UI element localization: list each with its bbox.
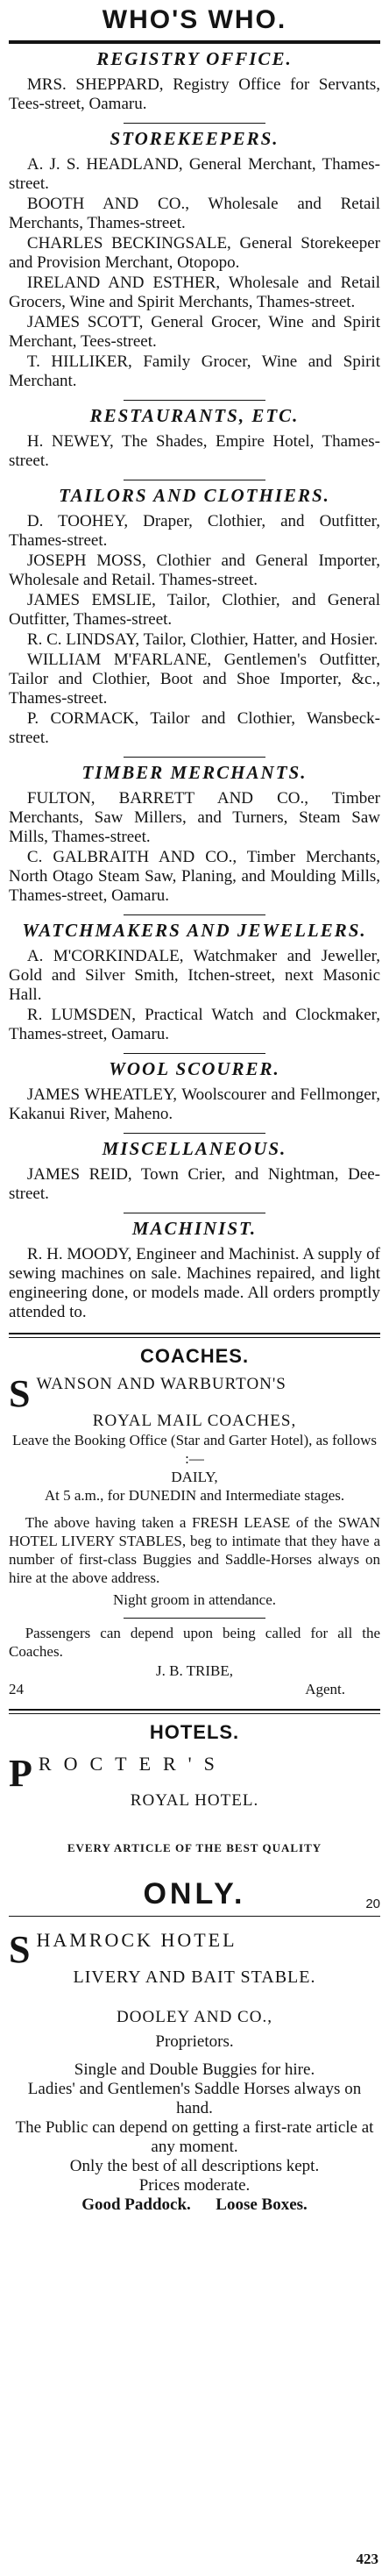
shamrock-line: The Public can depend on getting a first-rate article at any moment. [15,2118,378,2156]
section-heading: STOREKEEPERS. [110,128,279,149]
directory-entry: JOSEPH MOSS, Clothier and General Importer, Wholesale and Retail. Thames-street. [9,551,380,589]
directory-entry: JAMES SCOTT, General Grocer, Wine and Spirit Merchant, Tees-street. [9,313,380,351]
section-divider [124,914,265,915]
procter-drop-cap: P [9,1752,33,1795]
section-heading: TIMBER MERCHANTS. [81,762,308,783]
procter-hotel-name: ROYAL HOTEL. [130,1791,259,1810]
coaches-heading: COACHES. [139,1345,250,1367]
shamrock-line: Only the best of all descriptions kept. [69,2157,320,2175]
section-heading: TAILORS AND CLOTHIERS. [59,485,330,506]
section-divider [124,1133,265,1134]
procter-ad-number: 20 [365,1896,380,1911]
coaches-passengers: Passengers can depend upon being called for all the Coaches. [9,1625,380,1660]
directory-entry: R. H. MOODY, Engineer and Machinist. A supply of sewing machines on sale. Machines repaired, and light engineering done, or models made. All orders promptly attended to. [9,1245,380,1321]
coaches-operator [9,1372,380,1415]
shamrock-proprietors: Proprietors. [155,2032,234,2051]
coaches-drop-cap: S [9,1372,32,1415]
coaches-operator-name: WANSON AND WARBURTON'S [36,1375,286,1393]
masthead-rule [9,40,380,44]
section-heading: MISCELLANEOUS. [102,1138,287,1159]
shamrock-line: Ladies' and Gentlemen's Saddle Horses always on hand. [27,2080,365,2117]
shamrock-line: Good Paddock. Loose Boxes. [81,2195,308,2214]
coaches-booking: Leave the Booking Office (Star and Garter Hotel), as follows :— [11,1432,378,1467]
shamrock-line: Prices moderate. [138,2176,251,2195]
directory-entry: JAMES REID, Town Crier, and Nightman, Dee-street. [9,1165,380,1203]
directory-entry: WILLIAM M'FARLANE, Gentlemen's Outfitter, Tailor and Clothier, Boot and Shoe Importer, &c., Thames-street. [9,651,380,708]
hotels-rule [9,1709,380,1714]
coaches-agent: Agent. [305,1681,345,1697]
procter-quality: EVERY ARTICLE OF THE BEST QUALITY [67,1841,322,1854]
coaches-night-groom: Night groom in attendance. [112,1591,276,1608]
coaches-signer: J. B. TRIBE, [155,1662,233,1679]
directory-entry: IRELAND AND ESTHER, Wholesale and Retail Grocers, Wine and Spirit Merchants, Thames-street. [9,274,380,311]
directory-sections [9,49,380,1322]
shamrock-header [9,1928,380,1971]
shamrock-owner: DOOLEY AND CO., [117,2008,272,2026]
section-heading: WOOL SCOURER. [109,1058,280,1079]
coaches-title: ROYAL MAIL COACHES, [92,1412,297,1430]
hotels-block [9,1723,380,2215]
section-heading: RESTAURANTS, ETC. [89,405,300,426]
coaches-footer [9,1680,380,1698]
shamrock-line: Single and Double Buggies for hire. [74,2060,315,2079]
coaches-block [9,1347,380,1698]
directory-entry: D. TOOHEY, Draper, Clothier, and Outfitter, Thames-street. [9,512,380,550]
directory-entry: C. GALBRAITH AND CO., Timber Merchants, North Otago Steam Saw, Planing, and Moulding Mills, Thames-street, Oamaru. [9,848,380,905]
directory-entry: BOOTH AND CO., Wholesale and Retail Merchants, Thames-street. [9,195,380,232]
section-divider [124,757,265,758]
shamrock-drop-cap: S [9,1928,32,1971]
directory-entry: P. CORMACK, Tailor and Clothier, Wansbeck-street. [9,709,380,747]
directory-entry: MRS. SHEPPARD, Registry Office for Servants, Tees-street, Oamaru. [9,75,380,113]
section-divider [124,1053,265,1054]
coaches-rule [9,1333,380,1338]
masthead-title: WHO'S WHO. [102,5,287,34]
procter-only [9,1877,380,1911]
section-divider [124,400,265,401]
directory-entry: R. C. LINDSAY, Tailor, Clothier, Hatter, and Hosier. [26,630,378,649]
directory-entry: R. LUMSDEN, Practical Watch and Clockmaker, Thames-street, Oamaru. [9,1006,380,1043]
section-divider [124,123,265,124]
coaches-divider [124,1618,265,1619]
directory-entry: A. M'CORKINDALE, Watchmaker and Jeweller, Gold and Silver Smith, Itchen-street, next Masonic Hall. [9,947,380,1004]
section-heading: REGISTRY OFFICE. [96,48,293,69]
shamrock-subtitle: LIVERY AND BAIT STABLE. [73,1968,316,1987]
directory-entry: T. HILLIKER, Family Grocer, Wine and Spirit Merchant. [9,352,380,390]
section-heading: MACHINIST. [131,1218,258,1239]
procter-only-text: ONLY. [143,1877,246,1911]
directory-entry: JAMES EMSLIE, Tailor, Clothier, and General Outfitter, Thames-street. [9,591,380,629]
coaches-time: At 5 a.m., for DUNEDIN and Intermediate stages. [44,1487,345,1504]
coaches-body: The above having taken a FRESH LEASE of the SWAN HOTEL LIVERY STABLES, beg to intimate that they have a number of first-class Buggies and Saddle-Horses always on hire at the above address. [9,1514,380,1586]
shamrock-lines [9,2060,380,2215]
procter-name: ROCTER'S [38,1753,227,1775]
directory-entry: FULTON, BARRETT AND CO., Timber Merchants, Saw Millers, and Turners, Steam Saw Mills, Thames-street. [9,789,380,846]
coaches-ad-number: 24 [9,1681,24,1697]
hotels-divider [9,1916,380,1917]
hotels-heading: HOTELS. [149,1721,240,1743]
directory-entry: A. J. S. HEADLAND, General Merchant, Thames-street. [9,155,380,193]
section-heading: WATCHMAKERS AND JEWELLERS. [22,920,367,941]
shamrock-name: HAMROCK HOTEL [36,1929,237,1951]
directory-entry: CHARLES BECKINGSALE, General Storekeeper and Provision Merchant, Otopopo. [9,234,380,272]
directory-entry: JAMES WHEATLEY, Woolscourer and Fellmonger, Kakanui River, Maheno. [9,1085,380,1123]
procter-header [9,1752,380,1795]
directory-entry: H. NEWEY, The Shades, Empire Hotel, Thames-street. [9,432,380,470]
coaches-daily: DAILY, [171,1469,218,1485]
page-number: 423 [356,2551,378,2567]
